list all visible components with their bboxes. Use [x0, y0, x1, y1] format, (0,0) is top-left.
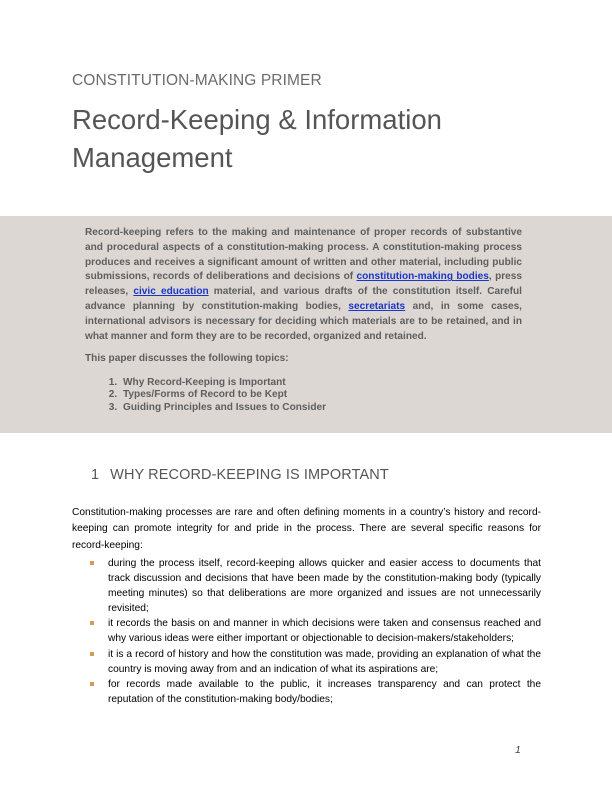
abstract-box — [0, 216, 612, 433]
abstract-text: and, in some cases, international advisors is necessary for deciding which materials are to be retained, and in what manner and form they are to be recorded, organized and retained. — [85, 300, 522, 342]
list-item-text: it records the basis on and manner in which decisions were taken and consensus reached and why various ideas were either important or objectionable to decision-makers/stakeholders; — [108, 618, 541, 645]
page-number: 1 — [515, 744, 521, 756]
constitution-making-bodies-link[interactable]: constitution-making bodies — [356, 271, 489, 283]
topic-item: 2. Types/Forms of Record to be Kept — [120, 389, 522, 401]
list-item-text: during the process itself, record-keeping allows quicker and easier access to documents that track discussion and decisions that have been made by the constitution-making body (typically meeting minutes) so that deliberations are more organized and issues are not unnecessarily revisited; — [108, 558, 541, 615]
civic-education-link[interactable]: civic education — [133, 286, 209, 298]
list-item — [90, 616, 541, 646]
topics-list — [85, 377, 522, 414]
list-item-text: it is a record of history and how the constitution was made, providing an explanation of what the country is moving away from and an indication of what its aspirations are; — [108, 648, 541, 675]
section-title: WHY RECORD-KEEPING IS IMPORTANT — [110, 467, 389, 483]
document-kicker: CONSTITUTION-MAKING PRIMER — [72, 72, 322, 89]
section-number: 1 — [91, 467, 100, 483]
reasons-list — [90, 556, 541, 707]
list-item-text: for records made available to the public, it increases transparency and can protect the reputation of the constitution-making body/bodies; — [108, 678, 541, 705]
abstract-content — [85, 226, 522, 414]
abstract-paragraph — [85, 226, 522, 344]
bullet-square-icon — [90, 682, 94, 686]
list-item — [90, 647, 541, 677]
secretariats-link[interactable]: secretariats — [348, 300, 406, 312]
abstract-text: material, and various drafts of the constitution itself. Careful advance planning by constitution-making bodies, — [85, 286, 522, 312]
list-item — [90, 556, 541, 616]
section-heading — [91, 467, 389, 483]
section-intro: Constitution-making processes are rare and often defining moments in a country’s history and record-keeping can promote integrity for and pride in the process. There are several specific reasons for record-keeping: — [72, 507, 541, 551]
topic-item: 3. Guiding Principles and Issues to Consider — [120, 402, 522, 414]
topic-item: 1. Why Record-Keeping is Important — [120, 377, 522, 389]
list-item — [90, 677, 541, 707]
abstract-text: , press releases, — [85, 271, 523, 298]
topics-intro: This paper discusses the following topics: — [85, 353, 289, 365]
bullet-square-icon — [90, 561, 94, 565]
abstract-text: Record-keeping refers to the making and maintenance of proper records of substantive and procedural aspects of a constitution-making process. A constitution-making process produces and receives a significant amount of written and other material, including public submissions, records of deliberations and decisions of — [85, 227, 522, 283]
document-title: Record-Keeping & Information Management — [72, 104, 442, 173]
bullet-square-icon — [90, 621, 94, 625]
bullet-square-icon — [90, 652, 94, 656]
